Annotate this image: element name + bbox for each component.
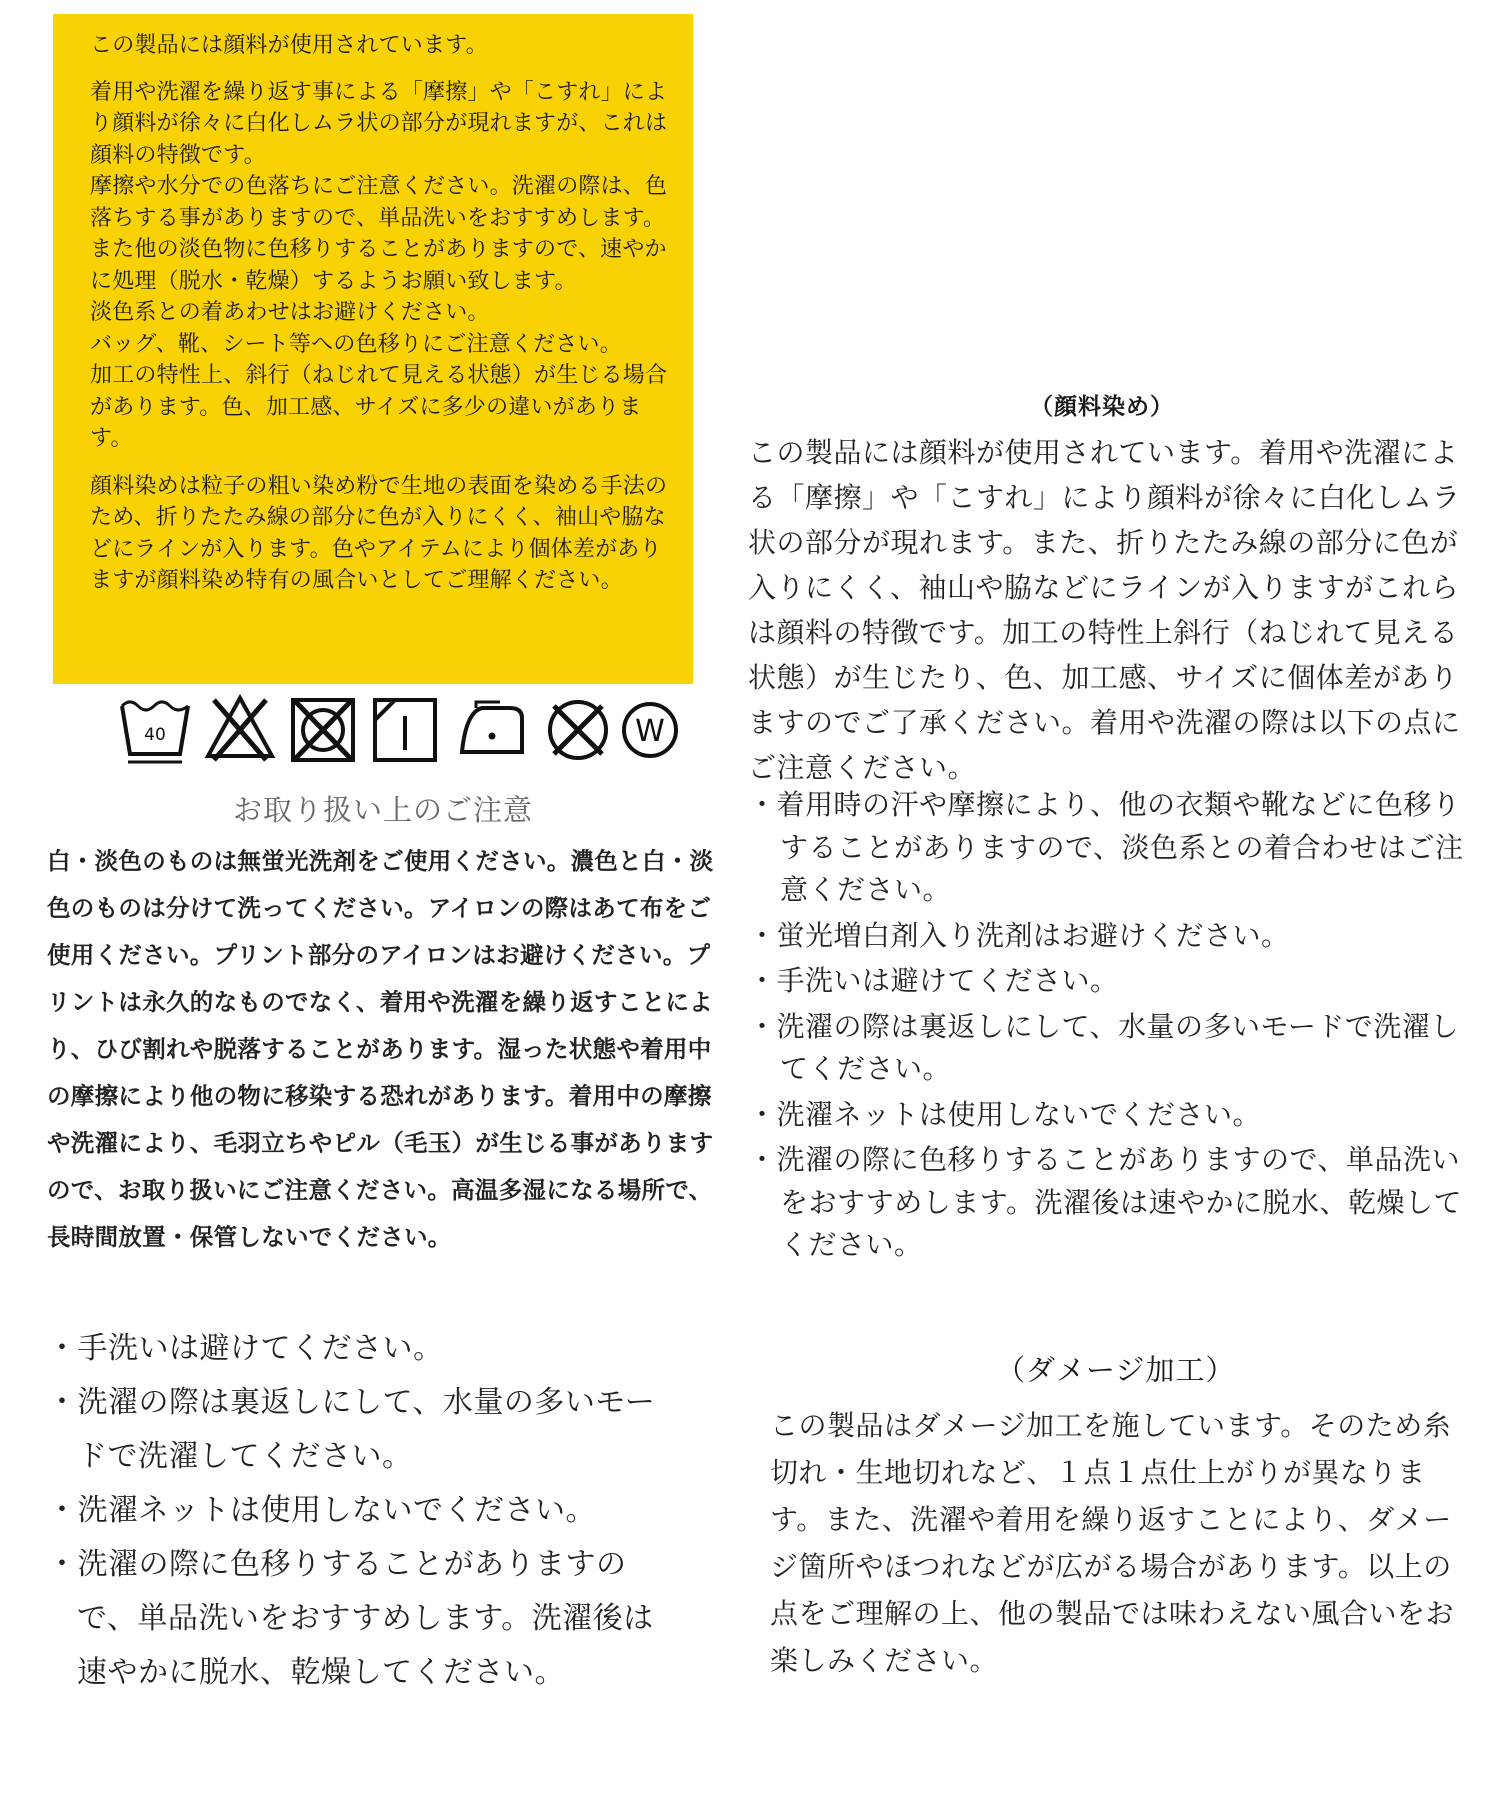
list-item: ・手洗いは避けてください。 [47,1331,444,1366]
pigment-dye-title: （顔料染め） [1030,394,1174,420]
list-item: ・着用時の汗や摩擦により、他の衣類や靴などに色移りすることがありますので、淡色系との着合わせはご注意ください。 [748,788,1464,906]
notice-paragraph-5: 加工の特性上、斜行（ねじれて見える状態）が生じる場合があります。色、加工感、サイズに多少の違いがあります。 [90,363,668,451]
handling-caution-title: お取り扱い上のご注意 [232,793,533,827]
list-item: ・洗濯の際は裏返しにして、水量の多いモードで洗濯してください。 [748,1009,1459,1085]
list-item: ・洗濯ネットは使用しないでください。 [748,1097,1262,1131]
list-item: ・蛍光増白剤入り洗剤はお避けください。 [748,918,1290,952]
wash-40-icon [118,692,192,766]
notice-paragraph-2: 摩擦や水分での色落ちにご注意ください。洗濯の際は、色落ちする事がありますので、単品洗いをおすすめします。また他の淡色物に色移りすることがありますので、速やかに処理（脱水・乾燥）するようお願い致します。 [90,174,668,294]
list-item: ・洗濯の際に色移りすることがありますので、単品洗いをおすすめします。洗濯後は速やかに脱水、乾燥してください。 [47,1547,654,1690]
wash-temp-label: 40 [144,725,166,745]
handling-caution-body: 白・淡色のものは無蛍光洗剤をご使用ください。濃色と白・淡色のものは分けて洗ってください。アイロンの際はあて布をご使用ください。プリント部分のアイロンはお避けください。プリントは永久的なものでなく、着用や洗濯を繰り返すことにより、ひび割れや脱落することがあります。湿った状態や着用中の摩擦により他の物に移染する恐れがあります。着用中の摩擦や洗濯により、毛羽立ちやピル（毛玉）が生じる事がありますので、お取り扱いにご注意ください。高温多湿になる場所で、長時間放置・保管しないでください。 [47,847,714,1251]
line-dry-shade-icon [370,692,440,766]
no-dry-clean-icon [542,692,614,766]
list-item: ・洗濯の際に色移りすることがありますので、単品洗いをおすすめします。洗濯後は速やかに脱水、乾燥してください。 [748,1143,1463,1261]
pigment-dye-body: この製品には顔料が使用されています。着用や洗濯による「摩擦」や「こすれ」により顔料が徐々に白化しムラ状の部分が現れます。また、折りたたみ線の部分に色が入りにくく、袖山や脇などにラインが入りますがこれらは顔料の特徴です。加工の特性上斜行（ねじれて見える状態）が生じたり、色、加工感、サイズに個体差がありますのでご了承ください。着用や洗濯の際は以下の点にご注意ください。 [748,436,1461,784]
list-item: ・洗濯ネットは使用しないでください。 [47,1493,596,1528]
notice-paragraph-6: 顔料染めは粒子の粗い染め粉で生地の表面を染める手法のため、折りたたみ線の部分に色が入りにくく、袖山や脇などにラインが入ります。色やアイテムにより個体差がありますが顔料染め特有の風合いとしてご理解ください。 [90,473,668,593]
pigment-notice-panel [53,14,693,684]
iron-low-icon [452,692,532,766]
no-bleach-icon [204,692,276,766]
handling-caution-list [47,1322,667,1700]
notice-paragraph-1: 着用や洗濯を繰り返す事による「摩擦」や「こすれ」により顔料が徐々に白化しムラ状の部分が現れますが、これは顔料の特徴です。 [90,79,668,168]
notice-paragraph-3: 淡色系との着あわせはお避けください。 [90,300,490,325]
list-item: ・洗濯の際は裏返しにして、水量の多いモードで洗濯してください。 [47,1385,656,1474]
care-symbols [118,692,665,782]
damage-finish-title: （ダメージ加工） [996,1353,1236,1387]
wet-clean-label: W [635,714,665,749]
notice-paragraph-4: バッグ、靴、シート等への色移りにご注意ください。 [90,331,622,357]
list-item: ・手洗いは避けてください。 [748,964,1119,997]
damage-finish-body: この製品はダメージ加工を施しています。そのため糸切れ・生地切れなど、１点１点仕上がりが異なります。また、洗濯や着用を繰り返すことにより、ダメージ箇所やほつれなどが広がる場合があります。以上の点をご理解の上、他の製品では味わえない風合いをお楽しみください。 [770,1409,1455,1677]
pigment-dye-list [748,784,1483,1270]
wet-clean-icon [618,692,682,766]
no-tumble-dry-icon [288,692,358,766]
notice-lead: この製品には顔料が使用されています。 [90,33,488,58]
